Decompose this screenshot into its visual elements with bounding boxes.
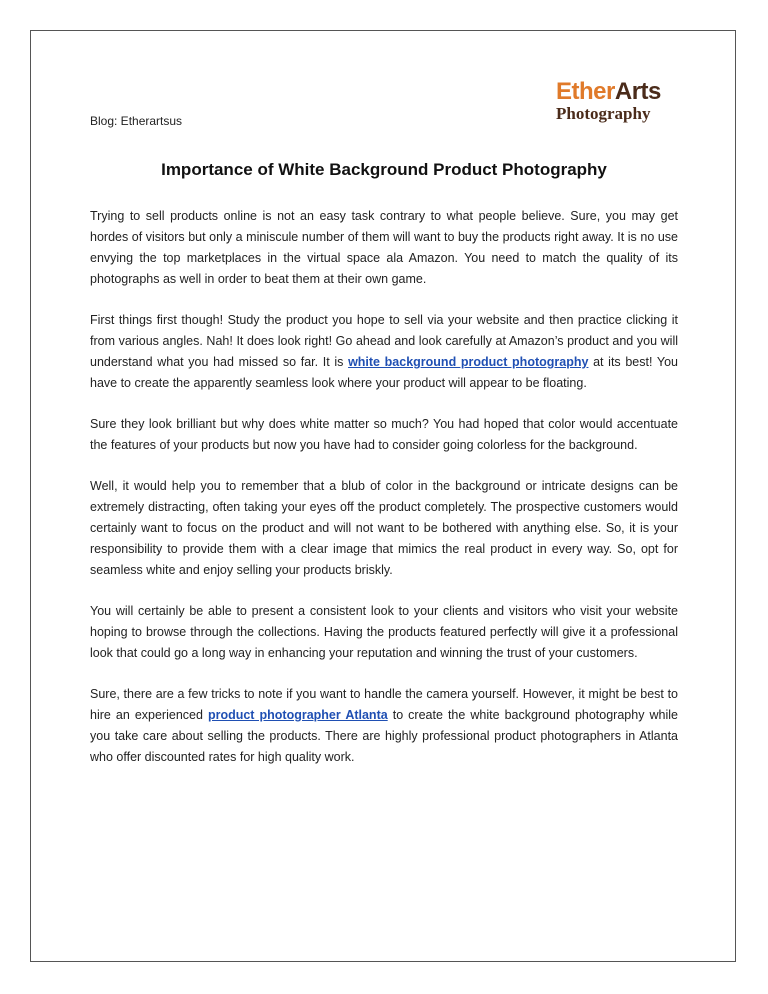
- paragraph-2-after: at its best! You have to create the apparently seamless look where your product will appear to be floating.: [90, 355, 678, 390]
- paragraph-2-before: First things first though! Study the product you hope to sell via your website and then practice clicking it from various angles. Nah! It does look right! Go ahead and look carefully at Amazon’s product and you will understand what you had missed so far. It is: [90, 313, 678, 369]
- etherarts-logo: [556, 80, 676, 122]
- paragraph-3: Sure they look brilliant but why does white matter so much? You had hoped that color would accentuate the features of your products but now you have had to consider going colorless for the background.: [90, 417, 678, 452]
- paragraph-6-after: to create the white background photography while you take care about selling the products. There are highly professional product photographers in Atlanta who offer discounted rates for high quality work.: [90, 708, 678, 764]
- article-body: [90, 206, 678, 788]
- article-title: Importance of White Background Product Photography: [161, 160, 607, 179]
- logo-photography: Photography: [556, 104, 651, 123]
- logo-wordmark: [556, 80, 676, 104]
- paragraph-1: Trying to sell products online is not an easy task contrary to what people believe. Sure, you may get hordes of visitors but only a miniscule number of them will want to buy the products right away. It is no use envying the top marketplaces in the virtual space ala Amazon. You need to match the quality of its photographs as well in order to beat them at their own game.: [90, 209, 678, 286]
- white-background-link[interactable]: white background product photography: [348, 355, 589, 369]
- paragraph-5: You will certainly be able to present a consistent look to your clients and visitors who visit your website hoping to browse through the collections. Having the products featured perfectly will give it a professional look that could go a long way in enhancing your reputation and winning the trust of your customers.: [90, 604, 678, 660]
- blog-label: Blog: Etherartsus: [90, 114, 183, 128]
- paragraph-2: [90, 310, 678, 394]
- paragraph-6-before: Sure, there are a few tricks to note if you want to handle the camera yourself. However, it might be best to hire an experienced: [90, 687, 678, 722]
- product-photographer-link[interactable]: product photographer Atlanta: [207, 708, 388, 722]
- logo-arts: Arts: [614, 78, 661, 105]
- paragraph-6: [90, 684, 678, 768]
- logo-ether: Ether: [556, 78, 615, 105]
- paragraph-4: Well, it would help you to remember that a blub of color in the background or intricate designs can be extremely distracting, often taking your eyes off the product completely. The prospective customers would certainly want to focus on the product and will not want to be bothered with anything else. So, it is your responsibility to provide them with a clear image that mimics the real product in every way. So, opt for seamless white and enjoy selling your products briskly.: [90, 479, 678, 577]
